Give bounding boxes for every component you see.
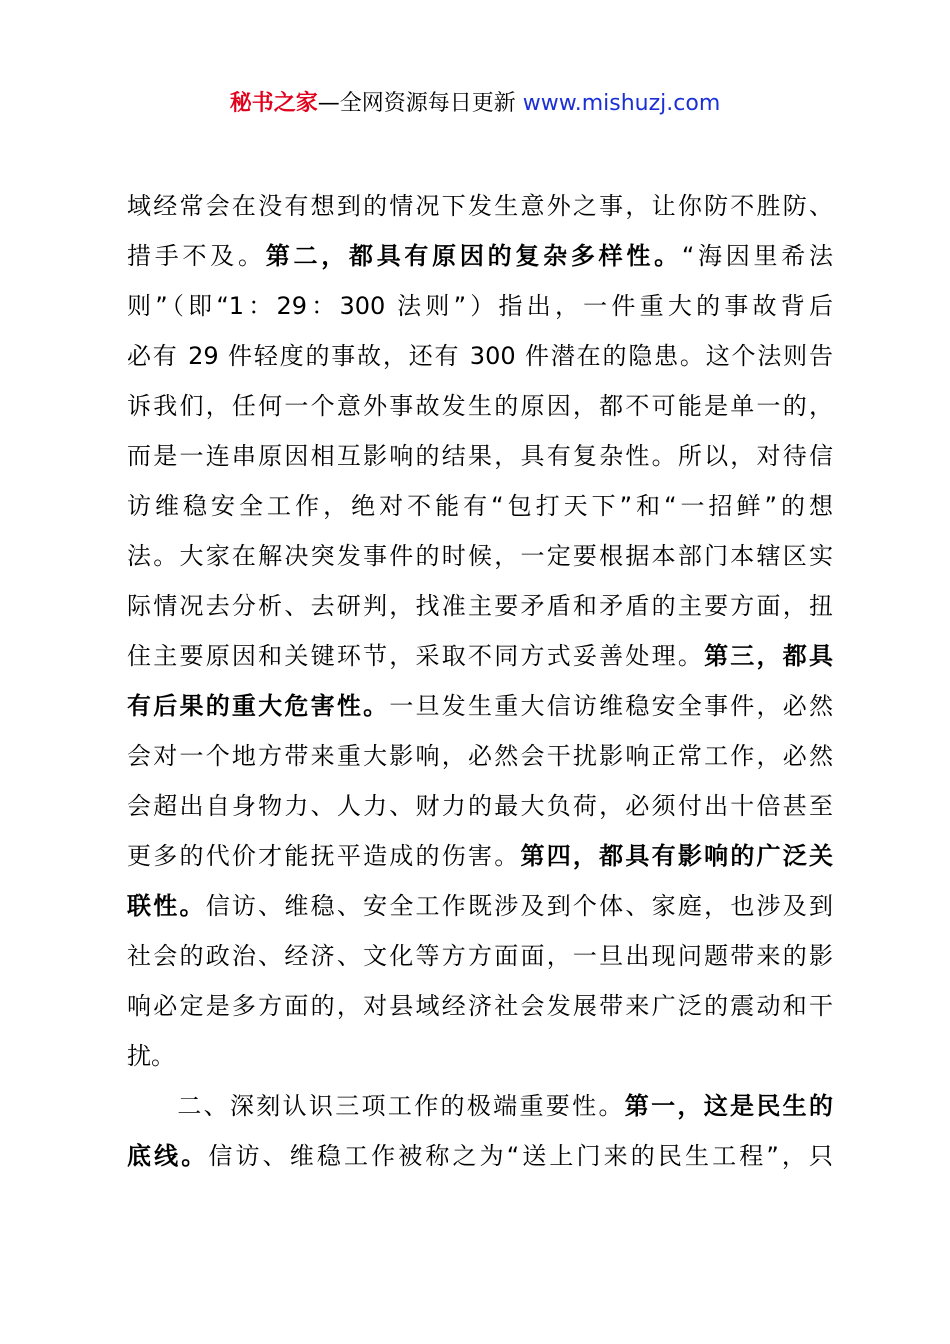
header-url[interactable]: www.mishuzj.com: [522, 91, 721, 116]
text-run: 信访、维稳、安全工作既涉及到个体、家庭，也涉及到: [205, 892, 833, 920]
text-run: 扰。: [127, 1042, 175, 1070]
text-run: 际情况去分析、去研判，找准主要矛盾和矛盾的主要方面，扭: [127, 592, 833, 620]
text-run: 法。大家在解决突发事件的时候，一定要根据本部门本辖区实: [127, 542, 833, 570]
text-line: [127, 281, 833, 331]
text-line: [127, 231, 833, 281]
text-line: [127, 781, 833, 831]
text-run: 会对一个地方带来重大影响，必然会干扰影响正常工作，必然: [127, 742, 833, 770]
text-line: [127, 1081, 833, 1131]
text-run: 域经常会在没有想到的情况下发生意外之事，让你防不胜防、: [127, 192, 833, 220]
bold-run: 第二，都具有原因的复杂多样性。: [265, 242, 682, 270]
text-line: [127, 631, 833, 681]
text-line: [127, 1031, 833, 1081]
text-line: [127, 481, 833, 531]
text-run: 会超出自身物力、人力、财力的最大负荷，必须付出十倍甚至: [127, 792, 833, 820]
text-line: [127, 981, 833, 1031]
bold-run: 底线。: [127, 1142, 209, 1170]
text-run: 诉我们，任何一个意外事故发生的原因，都不可能是单一的，: [127, 392, 833, 420]
text-line: [127, 581, 833, 631]
text-line: [127, 431, 833, 481]
header-brand: 秘书之家: [229, 91, 318, 116]
text-run: 二、深刻认识三项工作的极端重要性。: [175, 1092, 625, 1120]
text-run: 一旦发生重大信访维稳安全事件，必然: [389, 692, 833, 720]
text-run: 住主要原因和关键环节，采取不同方式妥善处理。: [127, 642, 705, 670]
bold-run: 联性。: [127, 892, 206, 920]
text-line: [127, 331, 833, 381]
document-body: [127, 181, 833, 1181]
bold-run: 第三，都具: [704, 642, 833, 670]
text-line: [127, 531, 833, 581]
header-slogan: —全网资源每日更新: [317, 91, 523, 116]
text-line: [127, 831, 833, 881]
bold-run: 有后果的重大危害性。: [127, 692, 390, 720]
page-header: [0, 88, 950, 120]
text-run: 更多的代价才能抚平造成的伤害。: [127, 842, 521, 870]
text-line: [127, 1131, 833, 1181]
text-run: 则”（即“1：29：300 法则”）指出，一件重大的事故背后: [127, 292, 833, 320]
bold-run: 第一，这是民生的: [624, 1092, 833, 1120]
text-line: [127, 931, 833, 981]
text-line: [127, 881, 833, 931]
text-run: 访维稳安全工作，绝对不能有“包打天下”和“一招鲜”的想: [127, 492, 833, 520]
text-run: 而是一连串原因相互影响的结果，具有复杂性。所以，对待信: [127, 442, 833, 470]
text-run: “海因里希法: [681, 242, 833, 270]
text-run: 信访、维稳工作被称之为“送上门来的民生工程”，只: [208, 1142, 833, 1170]
bold-run: 第四，都具有影响的广泛关: [520, 842, 833, 870]
text-run: 社会的政治、经济、文化等方方面面，一旦出现问题带来的影: [127, 942, 833, 970]
text-line: [127, 731, 833, 781]
text-run: 措手不及。: [127, 242, 266, 270]
text-line: [127, 181, 833, 231]
text-line: [127, 381, 833, 431]
text-line: [127, 681, 833, 731]
text-run: 必有 29 件轻度的事故，还有 300 件潜在的隐患。这个法则告: [127, 342, 833, 370]
text-run: 响必定是多方面的，对县域经济社会发展带来广泛的震动和干: [127, 992, 833, 1020]
